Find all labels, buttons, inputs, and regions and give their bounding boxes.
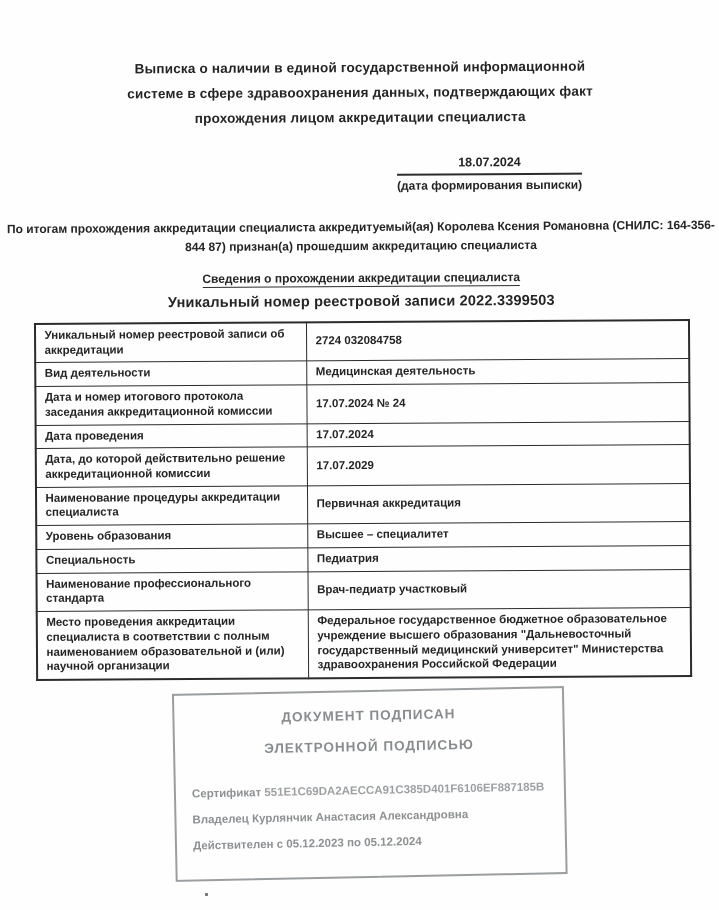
row-label-cell: Дата проведения [35, 423, 307, 448]
scan-artifact-speck [205, 893, 208, 896]
stamp-details [192, 781, 549, 852]
owner-label: Владелец [192, 813, 249, 827]
row-value-cell: Педиатрия [307, 545, 690, 571]
intro-paragraph-line: 844 87) признан(а) прошедшим аккредитацию специалиста [185, 237, 537, 255]
row-label-cell: Специальность [36, 548, 308, 573]
table-row [35, 383, 689, 425]
certificate-label: Сертификат [191, 787, 262, 801]
table-row [36, 608, 690, 680]
row-value-cell: 17.07.2024 [307, 421, 690, 447]
table-row [34, 320, 688, 363]
row-value-cell: 17.07.2024 № 24 [306, 383, 689, 424]
row-label-cell: Место проведения аккредитации специалиста в соответствии с полным наименованием образовательной и (или) научной организации [36, 610, 308, 680]
row-label-cell: Уровень образования [36, 524, 308, 549]
owner-line [192, 807, 548, 826]
document-title-line: системе в сфере здравоохранения данных, подтверждающих факт [127, 83, 593, 102]
validity-line: Действителен с 05.12.2023 по 05.12.2024 [192, 835, 422, 853]
intro-paragraph [1, 216, 719, 258]
row-value-cell: Медицинская деятельность [306, 359, 689, 385]
row-label-cell: Наименование профессионального стандарта [36, 571, 308, 611]
table-row [36, 569, 690, 611]
row-value-cell: Высшее – специалитет [307, 522, 690, 548]
certificate-number: 551E1C69DA2AECCA91C385D401F6106EF887185B [264, 781, 545, 800]
row-label-cell: Дата и номер итогового протокола заседания аккредитационной комиссии [35, 385, 307, 425]
row-value-cell: 17.07.2029 [307, 445, 690, 486]
extract-date-caption: (дата формирования выписки) [396, 177, 583, 193]
row-label-cell: Вид деятельности [35, 361, 307, 386]
row-label-cell: Дата, до которой действительно решение аккредитационной комиссии [35, 447, 307, 487]
row-value-cell: 2724 032084758 [306, 320, 689, 361]
stamp-title-line-2: ЭЛЕКТРОННОЙ ПОДПИСЬЮ [264, 736, 474, 756]
document-title [0, 53, 719, 132]
row-value-cell: Федеральное государственное бюджетное образовательное учреждение высшего образования "Дальневосточный государственный медицинский университет" Министерства здравоохранения Российской Федерации [308, 608, 691, 679]
extract-date: 18.07.2024 [397, 155, 582, 176]
document-title-line: прохождения лицом аккредитации специалиста [194, 108, 526, 127]
owner-name: Курлянчик Анастасия Александровна [251, 808, 469, 826]
certificate-line [192, 781, 548, 800]
intro-paragraph-line: По итогам прохождения аккредитации специалиста аккредитуемый(ая) Королева Ксения Романовна (СНИЛС: 164-356- [6, 217, 715, 237]
extract-date-block [397, 155, 582, 193]
document-title-line: Выписка о наличии в единой государственной информационной [134, 58, 586, 77]
stamp-title-line-1: ДОКУМЕНТ ПОДПИСАН [281, 706, 456, 725]
row-value-cell: Врач-педиатр участковый [307, 569, 690, 610]
row-label-cell: Наименование процедуры аккредитации специалиста [35, 486, 307, 526]
row-value-cell: Первичная аккредитация [307, 483, 690, 524]
electronic-signature-stamp [172, 686, 568, 882]
accreditation-table [33, 319, 691, 681]
table-row [35, 483, 689, 525]
registry-number-heading: Уникальный номер реестровой записи 2022.3399503 [167, 292, 555, 312]
table-row [35, 445, 689, 487]
row-label-cell: Уникальный номер реестровой записи об аккредитации [34, 322, 306, 363]
section-title: Сведения о прохождении аккредитации специалиста [202, 270, 521, 286]
